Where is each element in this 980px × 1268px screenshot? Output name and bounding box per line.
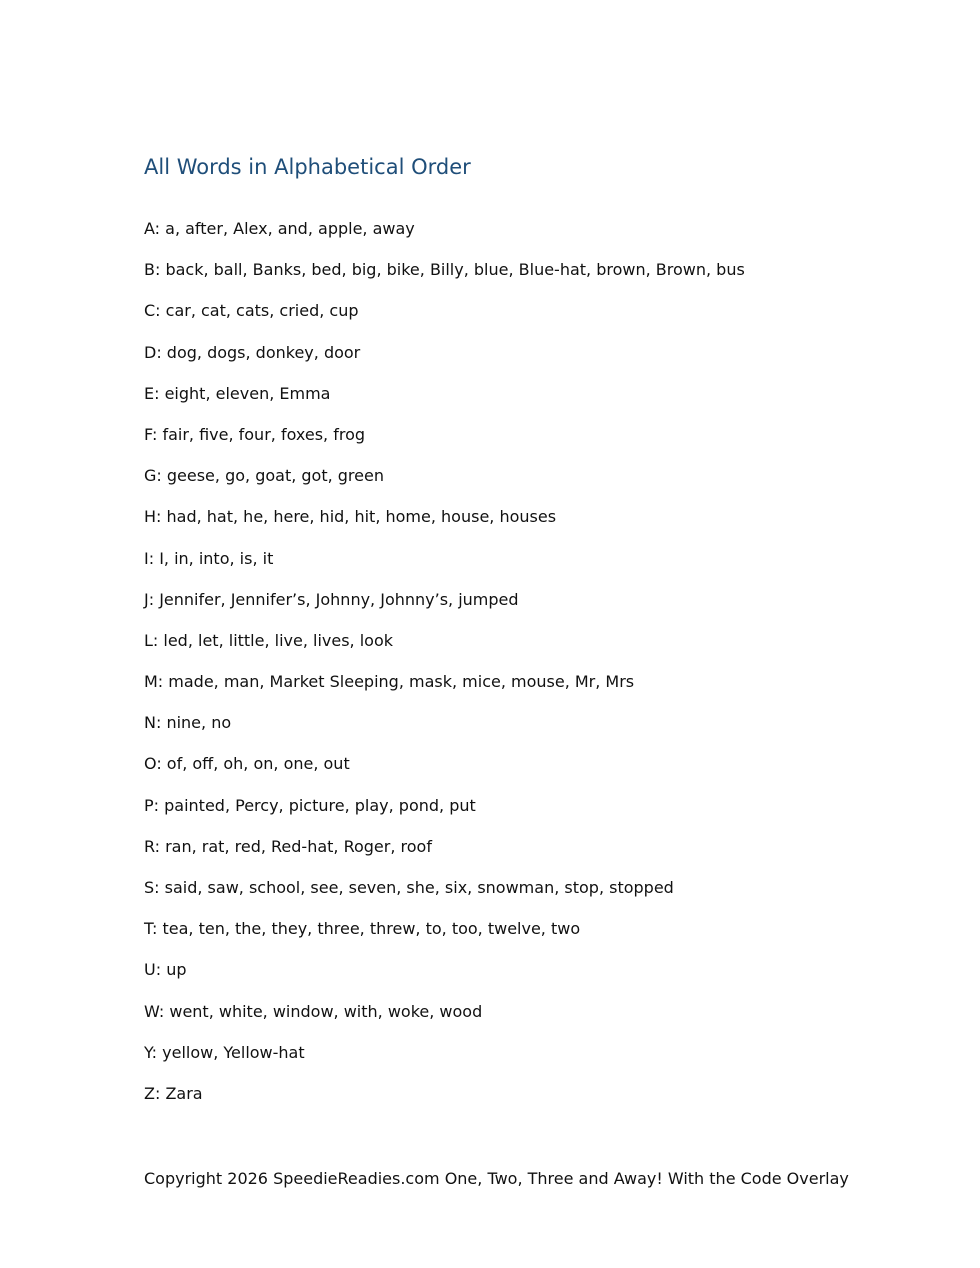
word-row-c: C: car, cat, cats, cried, cup [144,301,359,321]
word-row-i: I: I, in, into, is, it [144,548,274,568]
word-row-f: F: fair, five, four, foxes, frog [144,424,366,444]
word-row-y: Y: yellow, Yellow-hat [144,1042,305,1062]
word-row-p: P: painted, Percy, picture, play, pond, put [144,795,476,815]
word-row-l: L: led, let, little, live, lives, look [144,630,394,650]
word-row-b: B: back, ball, Banks, bed, big, bike, Billy, blue, Blue-hat, brown, Brown, bus [144,260,745,280]
word-row-e: E: eight, eleven, Emma [144,383,331,403]
word-row-a: A: a, after, Alex, and, apple, away [144,219,415,238]
word-row-d: D: dog, dogs, donkey, door [144,342,361,362]
word-row-n: N: nine, no [144,713,232,733]
word-row-j: J: Jennifer, Jennifer’s, Johnny, Johnny’s, jumped [144,589,519,609]
word-row-g: G: geese, go, goat, got, green [144,466,384,486]
word-row-w: W: went, white, window, with, woke, wood [144,1001,483,1021]
word-row-u: U: up [144,960,187,980]
word-row-r: R: ran, rat, red, Red-hat, Roger, roof [144,836,432,856]
word-row-h: H: had, hat, he, here, hid, hit, home, house, houses [144,507,557,527]
word-list [144,217,944,1123]
page-title: All Words in Alphabetical Order [144,155,471,179]
word-row-m: M: made, man, Market Sleeping, mask, mice, mouse, Mr, Mrs [144,672,635,692]
word-row-o: O: of, off, oh, on, one, out [144,754,350,774]
word-row-s: S: said, saw, school, see, seven, she, six, snowman, stop, stopped [144,878,674,897]
word-row-t: T: tea, ten, the, they, three, threw, to, too, twelve, two [144,919,581,939]
copyright-footer: Copyright 2026 SpeedieReadies.com One, Two, Three and Away! With the Code Overlay [144,1169,849,1188]
word-row-z: Z: Zara [144,1083,203,1103]
